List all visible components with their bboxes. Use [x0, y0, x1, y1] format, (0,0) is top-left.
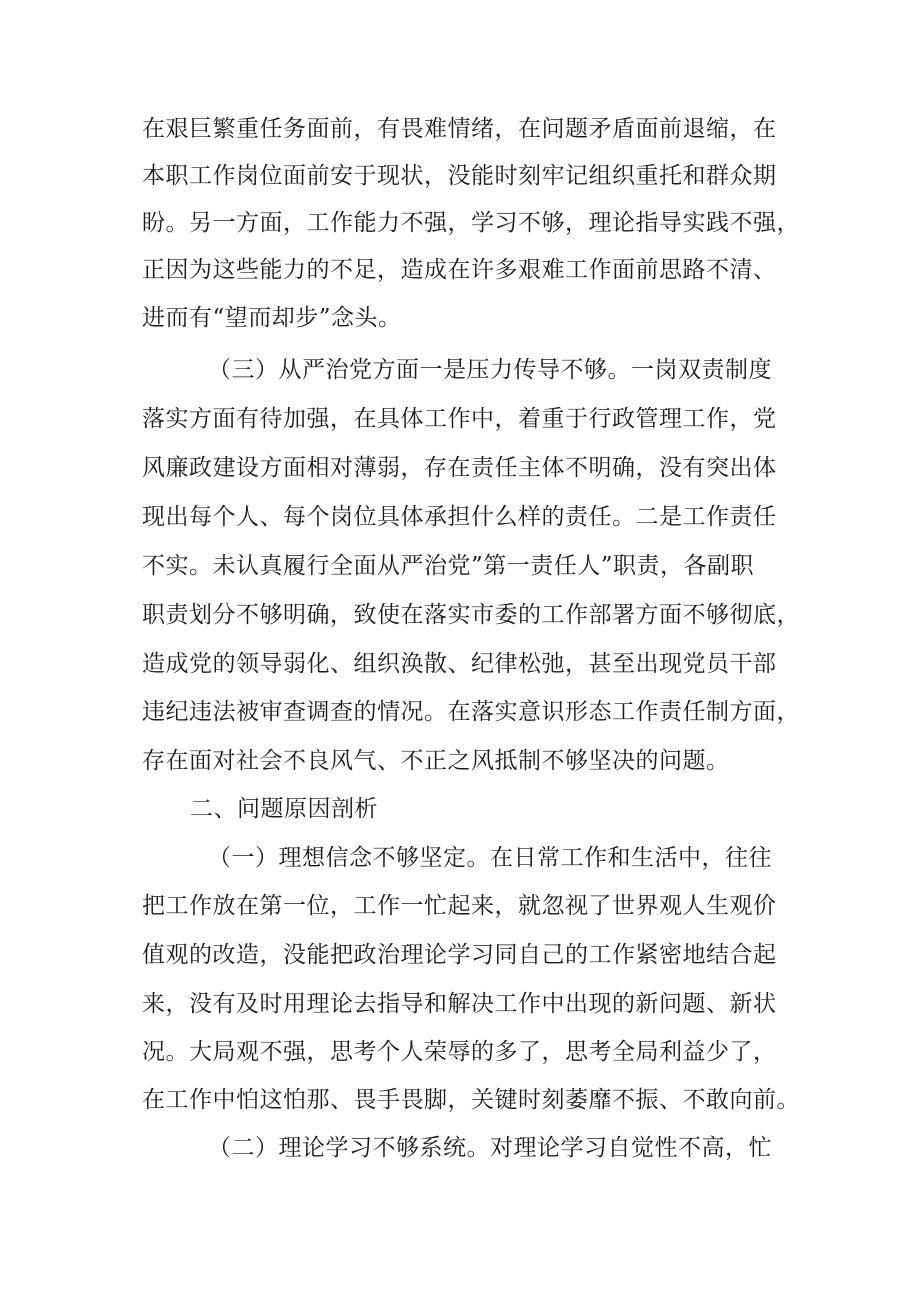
text-line: 正因为这些能力的不足，造成在许多艰难工作面前思路不清、 [142, 257, 777, 283]
section-heading: 二、问题原因剖析 [190, 796, 378, 822]
text-line: 把工作放在第一位，工作一忙起来，就忽视了世界观人生观价 [142, 893, 777, 919]
text-line: 职责划分不够明确，致使在落实市委的工作部署方面不够彻底， [142, 602, 800, 628]
text-line: 违纪违法被审查调查的情况。在落实意识形态工作责任制方面， [142, 699, 800, 725]
text-line: 进而有“望而却步”念头。 [142, 305, 402, 331]
text-line: 况。大局观不强，思考个人荣辱的多了，思考全局利益少了， [142, 1039, 777, 1065]
text-line: 风廉政建设方面相对薄弱，存在责任主体不明确，没有突出体 [142, 455, 777, 481]
paragraph-heading-two: （二）理论学习不够系统。对理论学习自觉性不高，忙 [208, 1135, 772, 1161]
text-line: 存在面对社会不良风气、不正之风抵制不够坚决的问题。 [142, 748, 730, 774]
text-line: 不实。未认真履行全面从严治党”第一责任人”职责，各副职 [142, 553, 755, 579]
text-line: 在工作中怕这怕那、畏手畏脚，关键时刻萎靡不振、不敢向前。 [142, 1087, 800, 1113]
text-line: 落实方面有待加强，在具体工作中，着重于行政管理工作，党 [142, 406, 777, 432]
text-line: 本职工作岗位面前安于现状，没能时刻牢记组织重托和群众期 [142, 163, 777, 189]
paragraph-heading-three: （三）从严治党方面一是压力传导不够。一岗双责制度 [208, 357, 772, 383]
text-line: 盼。另一方面，工作能力不强，学习不够，理论指导实践不强， [142, 210, 800, 236]
text-line: 值观的改造，没能把政治理论学习同自己的工作紧密地结合起 [142, 942, 777, 968]
text-line: 造成党的领导弱化、组织涣散、纪律松弛，甚至出现党员干部 [142, 651, 777, 677]
paragraph-heading-one: （一）理想信念不够坚定。在日常工作和生活中，往往 [208, 845, 772, 871]
text-line: 现出每个人、每个岗位具体承担什么样的责任。二是工作责任 [142, 504, 777, 530]
text-line: 在艰巨繁重任务面前，有畏难情绪，在问题矛盾面前退缩，在 [142, 116, 777, 142]
text-line: 来，没有及时用理论去指导和解决工作中出现的新问题、新状 [142, 991, 777, 1017]
